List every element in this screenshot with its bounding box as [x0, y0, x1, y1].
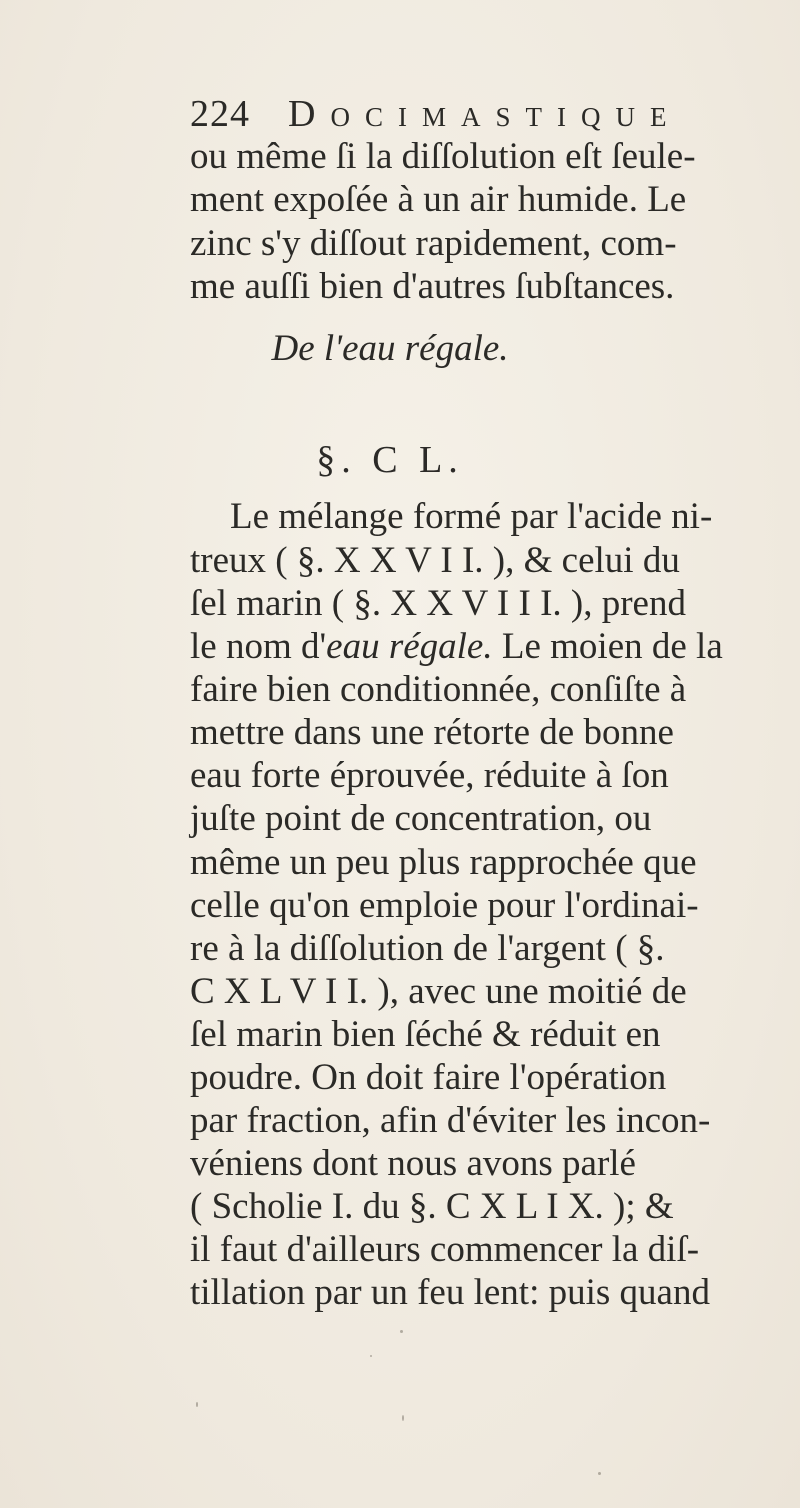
text-line: eau forte éprouvée, réduite à ſon [190, 755, 669, 796]
text-line: ( Scholie I. du §. C X L I X. ); & [190, 1186, 674, 1227]
paper-speck [196, 1402, 198, 1407]
text-line: faire bien conditionnée, conſiſte à [190, 669, 687, 710]
page-number: 224 [190, 93, 250, 135]
text-line: mettre dans une rétorte de bonne [190, 712, 674, 753]
text-segment: Le moien de la [492, 626, 723, 667]
text-line: zinc s'y diſſout rapidement, com- [190, 223, 677, 264]
paper-speck [400, 1330, 403, 1333]
text-line: ment expoſée à un air humide. Le [190, 179, 687, 220]
paper-speck [402, 1415, 404, 1421]
text-line: ſel marin ( §. X X V I I I. ), prend [190, 583, 686, 624]
text-line: tillation par un feu lent: puis quand [190, 1272, 710, 1313]
section-heading: De l'eau régale. [271, 328, 509, 369]
italic-term: eau régale. [326, 626, 493, 667]
running-title: Docimastique [288, 93, 682, 135]
text-line: me auſſi bien d'autres ſubſtances. [190, 266, 675, 307]
text-line: juſte point de concentration, ou [190, 798, 652, 839]
text-line: véniens dont nous avons parlé [190, 1143, 636, 1184]
text-segment: le nom d' [190, 626, 327, 667]
section-number: §. C L. [316, 439, 464, 481]
text-line: celle qu'on emploie pour l'ordinai- [190, 885, 699, 926]
text-line: re à la diſſolution de l'argent ( §. [190, 928, 665, 969]
text-line: même un peu plus rapprochée que [190, 842, 697, 883]
text-line: ſel marin bien ſéché & réduit en [190, 1014, 661, 1055]
paper-speck [370, 1355, 372, 1357]
text-line: il faut d'ailleurs commencer la diſ- [190, 1229, 700, 1270]
text-line: Le mélange formé par l'acide ni- [230, 496, 713, 537]
page-header [190, 90, 682, 138]
text-line: par fraction, afin d'éviter les incon- [190, 1100, 711, 1141]
text-line: ou même ſi la diſſolution eſt ſeule- [190, 136, 696, 177]
text-line [190, 626, 790, 668]
text-line: poudre. On doit faire l'opération [190, 1057, 667, 1098]
paper-speck [598, 1472, 601, 1475]
text-line: C X L V I I. ), avec une moitié de [190, 971, 687, 1012]
text-line: treux ( §. X X V I I. ), & celui du [190, 540, 680, 581]
